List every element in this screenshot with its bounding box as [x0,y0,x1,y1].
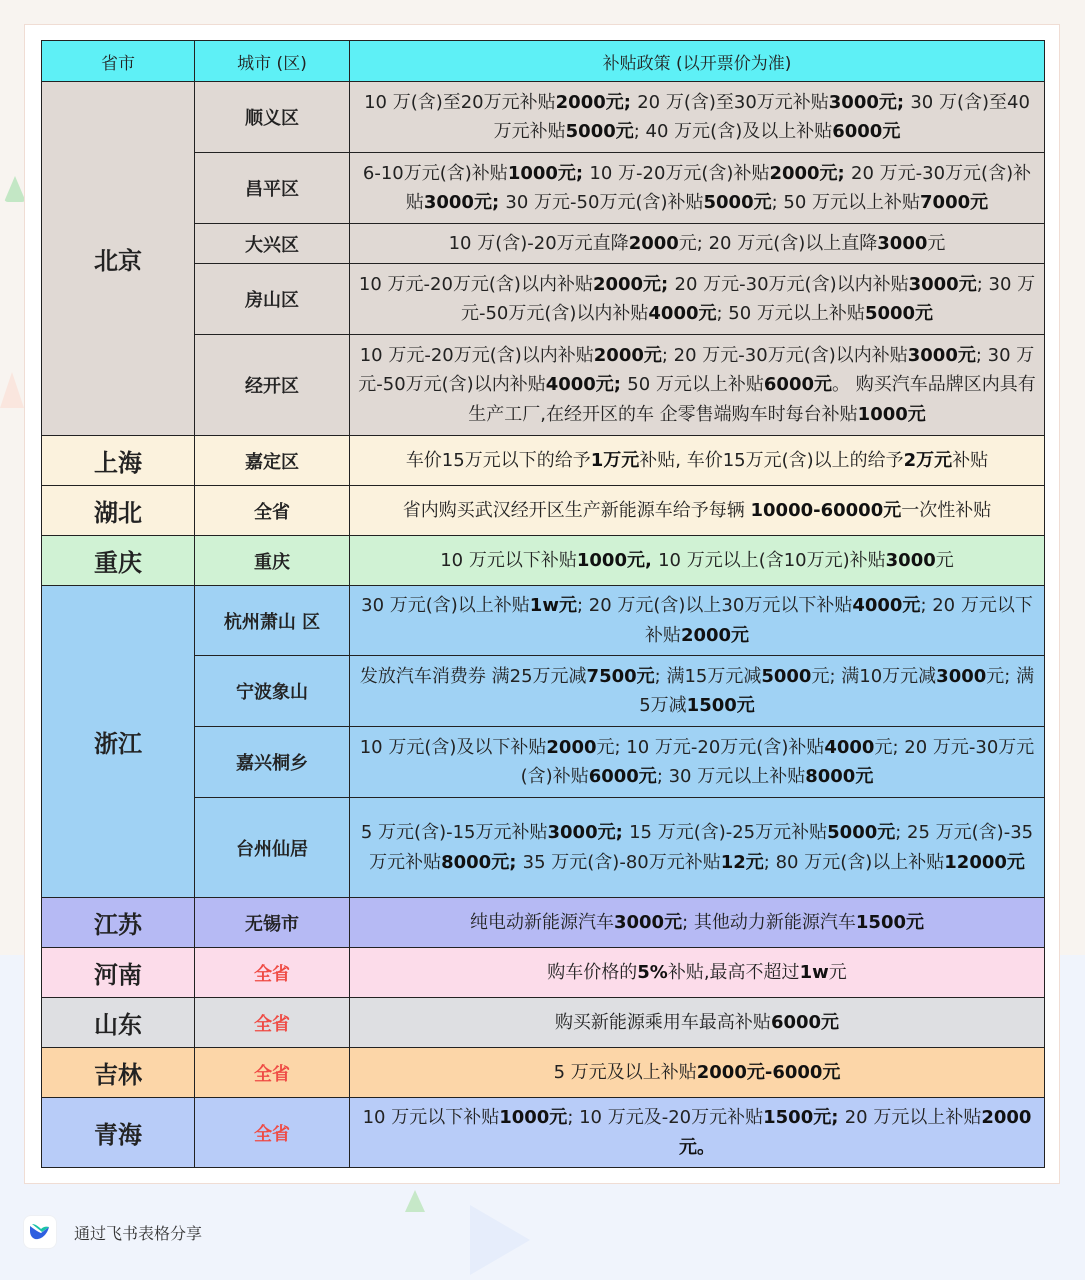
policy-cell[interactable]: 10 万元-20万元(含)以内补贴2000元; 20 万元-30万元(含)以内补贴3000元; 30 万元-50万元(含)以内补贴4000元; 50 万元以上补贴5000元 [350,264,1045,335]
city-cell[interactable]: 经开区 [195,335,350,436]
policy-cell[interactable]: 10 万元以下补贴1000元, 10 万元以上(含10万元)补贴3000元 [350,536,1045,586]
city-cell[interactable]: 大兴区 [195,224,350,264]
decorative-play-shape [470,1205,530,1275]
city-cell[interactable]: 房山区 [195,264,350,335]
policy-cell[interactable]: 购买新能源乘用车最高补贴6000元 [350,998,1045,1048]
city-cell[interactable]: 杭州萧山 区 [195,586,350,656]
city-cell[interactable]: 全省 [195,1098,350,1168]
city-cell[interactable]: 宁波象山 [195,656,350,727]
policy-cell[interactable]: 10 万元以下补贴1000元; 10 万元及-20万元补贴1500元; 20 万元以上补贴2000元。 [350,1098,1045,1168]
table-row [42,898,1045,948]
province-cell[interactable]: 湖北 [42,486,195,536]
city-cell[interactable]: 全省 [195,1048,350,1098]
policy-cell[interactable]: 省内购买武汉经开区生产新能源车给予每辆 10000-60000元一次性补贴 [350,486,1045,536]
policy-cell[interactable]: 10 万元(含)及以下补贴2000元; 10 万元-20万元(含)补贴4000元; 20 万元-30万元(含)补贴6000元; 30 万元以上补贴8000元 [350,727,1045,798]
table-row [42,486,1045,536]
policy-cell[interactable]: 纯电动新能源汽车3000元; 其他动力新能源汽车1500元 [350,898,1045,948]
province-cell[interactable]: 吉林 [42,1048,195,1098]
column-header-province[interactable]: 省市 [42,41,195,82]
column-header-city[interactable]: 城市 (区) [195,41,350,82]
share-footer [24,1216,202,1248]
policy-cell[interactable]: 10 万元-20万元(含)以内补贴2000元; 20 万元-30万元(含)以内补贴3000元; 30 万元-50万元(含)以内补贴4000元; 50 万元以上补贴6000元。 购买汽车品牌区内具有生产工厂,在经开区的车 企零售端购车时每台补贴1000元 [350,335,1045,436]
city-cell[interactable]: 顺义区 [195,82,350,153]
table-row [42,536,1045,586]
table-header-row [42,41,1045,82]
city-cell[interactable]: 昌平区 [195,153,350,224]
province-cell[interactable]: 上海 [42,436,195,486]
policy-cell[interactable]: 10 万(含)-20万元直降2000元; 20 万元(含)以上直降3000元 [350,224,1045,264]
city-cell[interactable]: 全省 [195,948,350,998]
table-row [42,1048,1045,1098]
city-cell[interactable]: 嘉兴桐乡 [195,727,350,798]
policy-cell[interactable]: 发放汽车消费券 满25万元减7500元; 满15万元减5000元; 满10万元减3000元; 满5万减1500元 [350,656,1045,727]
city-cell[interactable]: 嘉定区 [195,436,350,486]
province-cell[interactable]: 江苏 [42,898,195,948]
city-cell[interactable]: 无锡市 [195,898,350,948]
decorative-triangle [405,1190,425,1212]
policy-cell[interactable]: 购车价格的5%补贴,最高不超过1w元 [350,948,1045,998]
table-row [42,1098,1045,1168]
province-cell[interactable]: 山东 [42,998,195,1048]
decorative-triangle [4,176,26,202]
decorative-triangle [0,372,24,408]
province-cell[interactable]: 河南 [42,948,195,998]
table-row [42,998,1045,1048]
share-text: 通过飞书表格分享 [74,1223,203,1243]
city-cell[interactable]: 全省 [195,998,350,1048]
city-cell[interactable]: 重庆 [195,536,350,586]
table-row [42,586,1045,656]
province-cell[interactable]: 青海 [42,1098,195,1168]
policy-cell[interactable]: 10 万(含)至20万元补贴2000元; 20 万(含)至30万元补贴3000元; 30 万(含)至40万元补贴5000元; 40 万元(含)及以上补贴6000元 [350,82,1045,153]
policy-cell[interactable]: 30 万元(含)以上补贴1w元; 20 万元(含)以上30万元以下补贴4000元; 20 万元以下补贴2000元 [350,586,1045,656]
policy-cell[interactable]: 车价15万元以下的给予1万元补贴, 车价15万元(含)以上的给予2万元补贴 [350,436,1045,486]
province-cell[interactable]: 浙江 [42,586,195,898]
policy-cell[interactable]: 5 万元及以上补贴2000元-6000元 [350,1048,1045,1098]
feishu-logo-icon[interactable] [24,1216,56,1248]
province-cell[interactable]: 重庆 [42,536,195,586]
policy-cell[interactable]: 6-10万元(含)补贴1000元; 10 万-20万元(含)补贴2000元; 20 万元-30万元(含)补贴3000元; 30 万元-50万元(含)补贴5000元; 50 万元以上补贴7000元 [350,153,1045,224]
table-row [42,436,1045,486]
table-row [42,82,1045,153]
column-header-policy[interactable]: 补贴政策 (以开票价为准) [350,41,1045,82]
subsidy-table [41,40,1045,1168]
table-row [42,948,1045,998]
city-cell[interactable]: 台州仙居 [195,798,350,898]
city-cell[interactable]: 全省 [195,486,350,536]
policy-cell[interactable]: 5 万元(含)-15万元补贴3000元; 15 万元(含)-25万元补贴5000元; 25 万元(含)-35万元补贴8000元; 35 万元(含)-80万元补贴12元; 80 万元(含)以上补贴12000元 [350,798,1045,898]
province-cell[interactable]: 北京 [42,82,195,436]
